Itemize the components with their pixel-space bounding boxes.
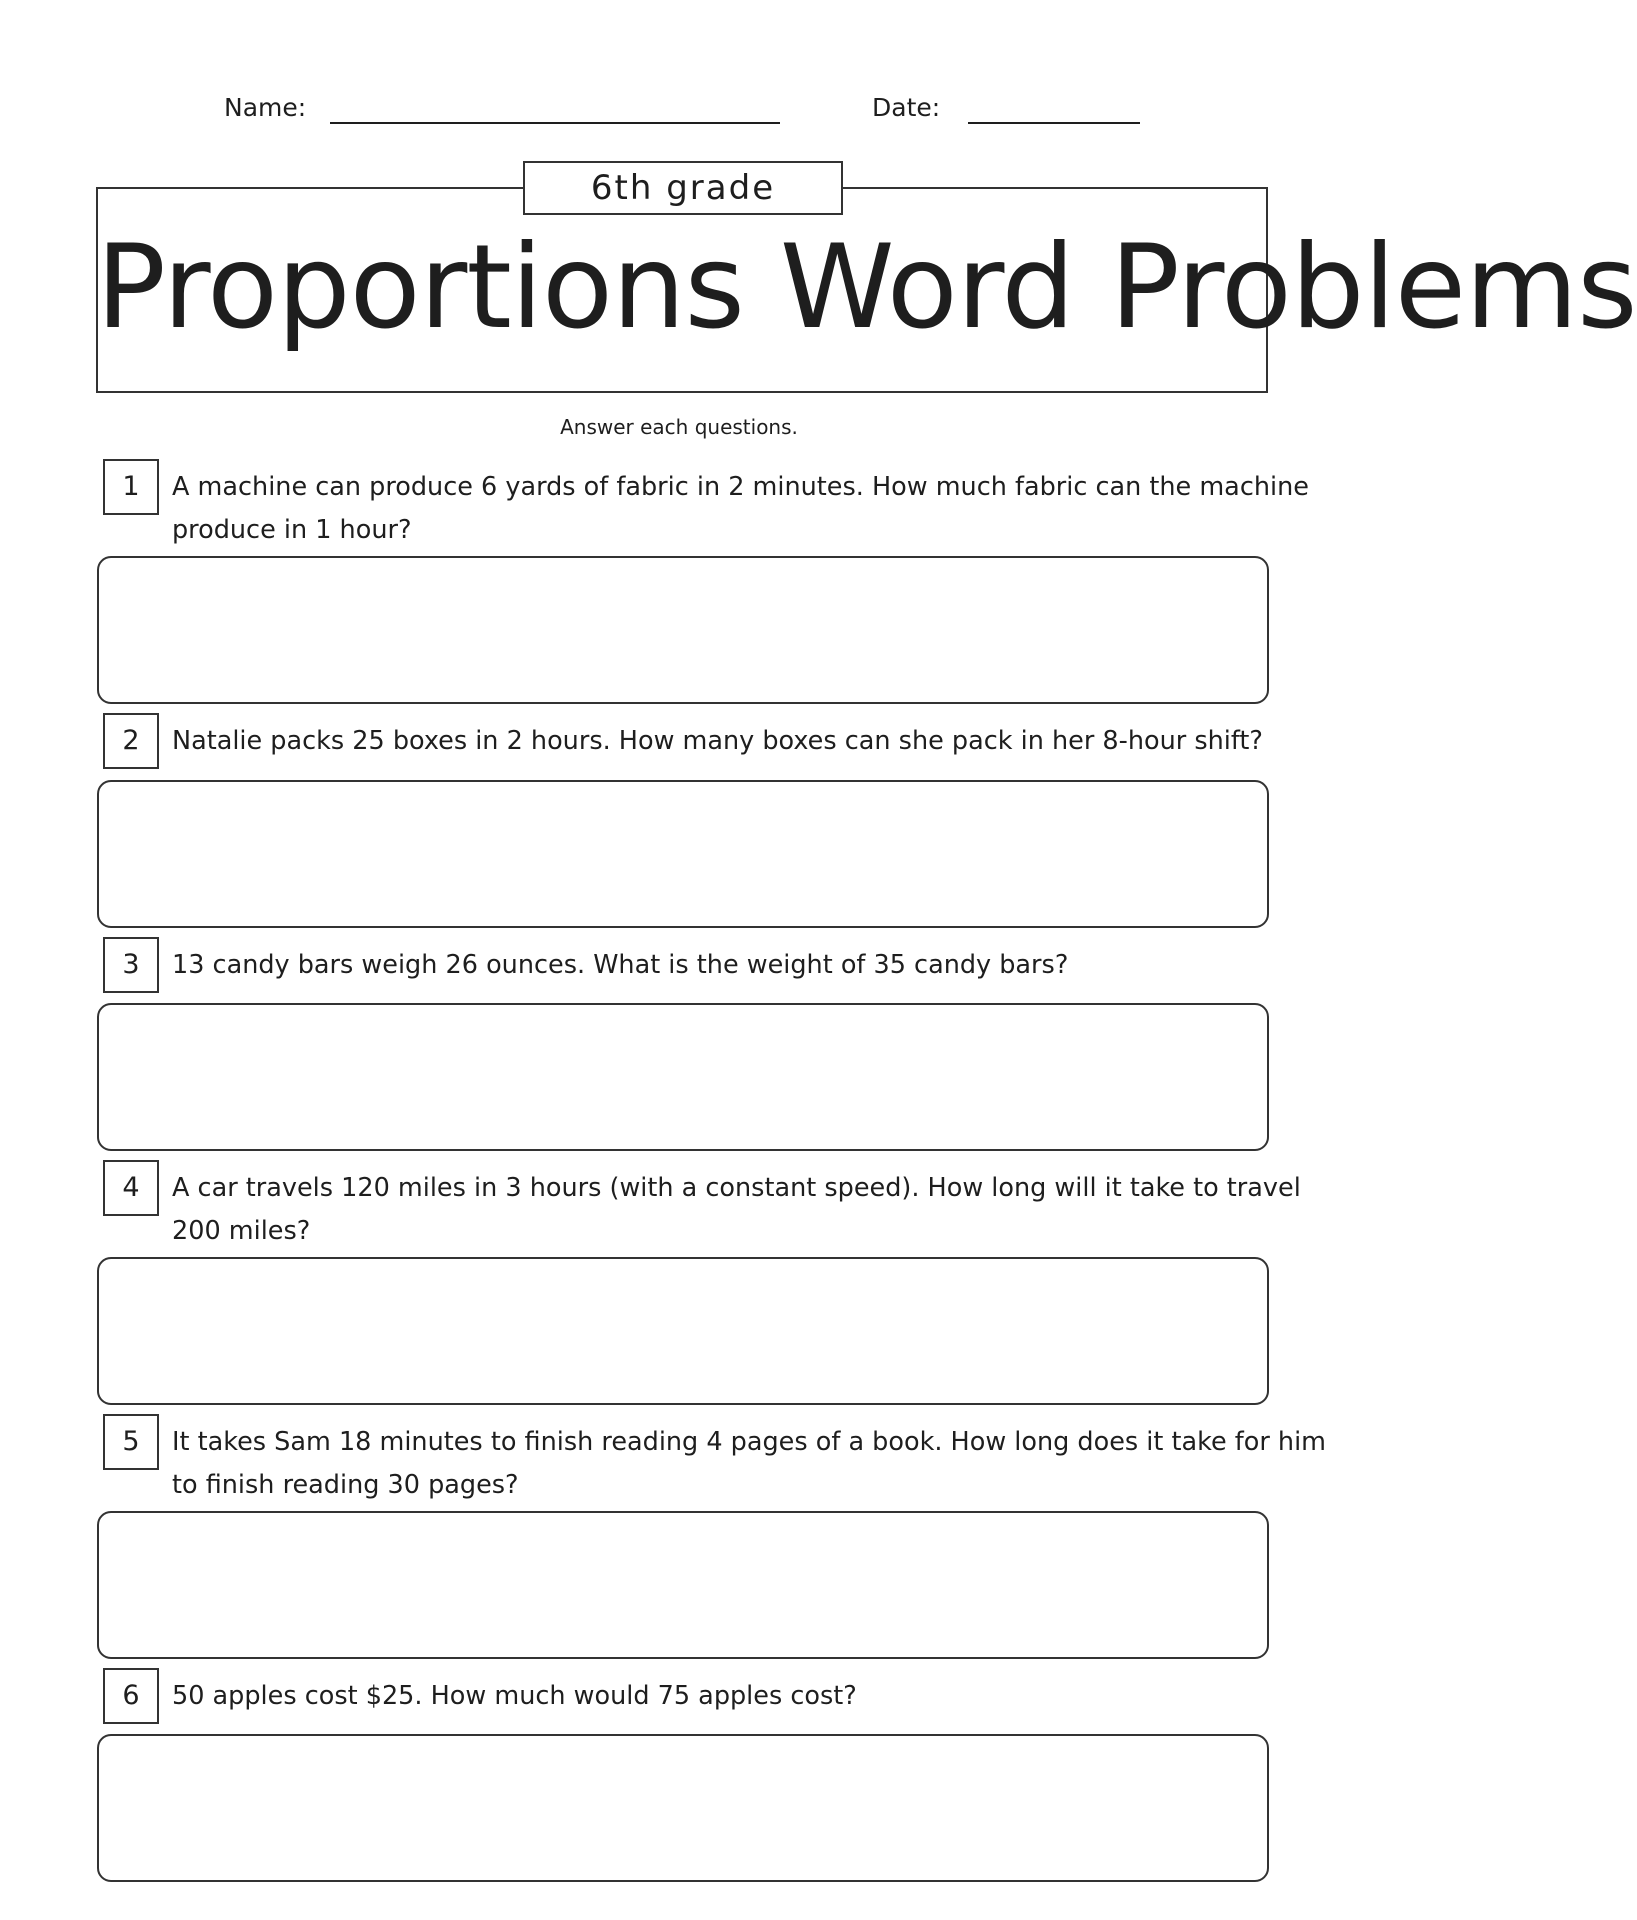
- grade-badge: 6th grade: [523, 161, 843, 215]
- date-field[interactable]: [968, 122, 1140, 124]
- question-text: to finish reading 30 pages?: [172, 1470, 519, 1500]
- question-text: produce in 1 hour?: [172, 515, 412, 545]
- question-number: 2: [103, 713, 159, 769]
- answer-box[interactable]: [97, 1511, 1269, 1659]
- question-text: 200 miles?: [172, 1216, 311, 1246]
- answer-box[interactable]: [97, 1734, 1269, 1882]
- question-number: 5: [103, 1414, 159, 1470]
- question-number: 3: [103, 937, 159, 993]
- question-text: It takes Sam 18 minutes to finish reading 4 pages of a book. How long does it take for him: [172, 1427, 1327, 1457]
- instructions: Answer each questions.: [560, 415, 798, 439]
- name-field[interactable]: [330, 122, 780, 124]
- page-title: Proportions Word Problems: [96, 220, 1637, 355]
- answer-box[interactable]: [97, 556, 1269, 704]
- question-text: Natalie packs 25 boxes in 2 hours. How many boxes can she pack in her 8-hour shift?: [172, 726, 1263, 756]
- question-number: 1: [103, 459, 159, 515]
- question-text: 13 candy bars weigh 26 ounces. What is the weight of 35 candy bars?: [172, 950, 1069, 980]
- answer-box[interactable]: [97, 1257, 1269, 1405]
- answer-box[interactable]: [97, 780, 1269, 928]
- question-number: 4: [103, 1160, 159, 1216]
- question-text: A car travels 120 miles in 3 hours (with a constant speed). How long will it take to travel: [172, 1173, 1301, 1203]
- question-text: 50 apples cost $25. How much would 75 apples cost?: [172, 1681, 857, 1711]
- answer-box[interactable]: [97, 1003, 1269, 1151]
- date-label: Date:: [872, 93, 941, 122]
- name-label: Name:: [224, 93, 307, 122]
- question-number: 6: [103, 1668, 159, 1724]
- question-text: A machine can produce 6 yards of fabric in 2 minutes. How much fabric can the machine: [172, 472, 1309, 502]
